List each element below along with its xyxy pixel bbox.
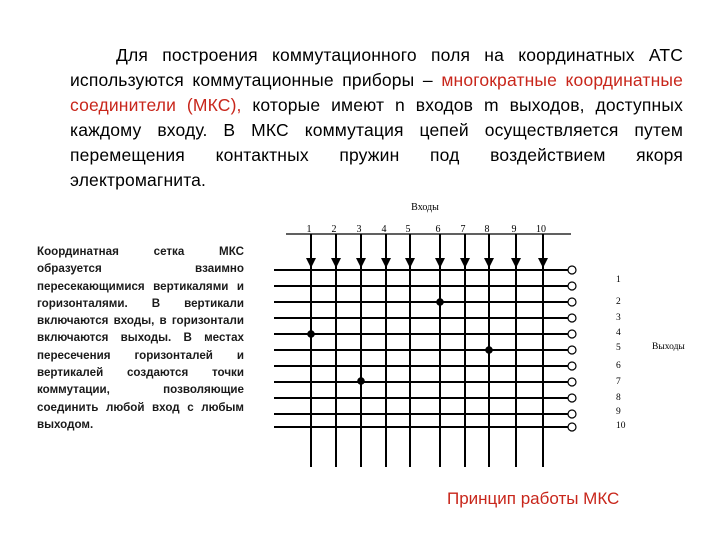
- input-arrow-9: [511, 258, 521, 268]
- input-arrow-3: [356, 258, 366, 268]
- input-arrow-2: [331, 258, 341, 268]
- output-label-6: 6: [616, 361, 621, 371]
- crosspoint-6-2: [436, 298, 444, 306]
- input-arrow-4: [381, 258, 391, 268]
- input-label-9: 9: [511, 224, 517, 235]
- input-arrow-8: [484, 258, 494, 268]
- output-terminal: [568, 394, 576, 402]
- output-terminal: [568, 282, 576, 290]
- output-terminal: [568, 330, 576, 338]
- input-arrow-1: [306, 258, 316, 268]
- output-terminal: [568, 314, 576, 322]
- input-label-4: 4: [381, 224, 387, 235]
- output-label-9: 9: [616, 407, 621, 417]
- input-label-7: 7: [460, 224, 466, 235]
- input-label-8: 8: [484, 224, 490, 235]
- input-labels: [307, 224, 547, 235]
- input-label-3: 3: [356, 224, 362, 235]
- input-label-10: 10: [536, 224, 546, 235]
- output-terminal: [568, 423, 576, 431]
- output-label-2: 2: [616, 297, 621, 307]
- intro-text-start: Для построения коммутационного поля на координатных АТС используются коммутационные приборы –: [70, 45, 683, 90]
- output-label-3: 3: [616, 313, 621, 323]
- input-arrow-7: [460, 258, 470, 268]
- output-terminal: [568, 410, 576, 418]
- output-terminal: [568, 378, 576, 386]
- inputs-title: Входы: [411, 202, 439, 213]
- crosspoint-1-4: [307, 330, 315, 338]
- output-horizontals: [274, 266, 576, 431]
- crosspoint-8-5: [485, 346, 493, 354]
- grid-description: Координатная сетка МКС образуется взаимно пересекающимися вертикалями и горизонталями. В вертикали включаются входы, в горизонтали включаются выходы. В местах пересечения горизонталей и вертикалей создаются точки коммутации, позволяющие соединить любой вход с любым выходом.: [37, 245, 244, 431]
- output-label-1: 1: [616, 275, 621, 285]
- diagram-caption: Принцип работы МКС: [447, 489, 620, 508]
- input-label-2: 2: [331, 224, 337, 235]
- output-terminal: [568, 266, 576, 274]
- output-label-7: 7: [616, 377, 621, 387]
- intro-text-end: которые имеют n входов m выходов, доступных каждому входу. В МКС коммутация цепей осуществляется путем перемещения контактных пружин под воздействием якоря электромагнита.: [70, 95, 684, 190]
- input-label-5: 5: [405, 224, 411, 235]
- intro-highlight-mks: многократные координатные соединители (МКС),: [70, 70, 683, 115]
- crosspoint-3-7: [357, 377, 365, 385]
- outputs-title: Выходы: [652, 342, 685, 352]
- output-label-4: 4: [616, 328, 621, 338]
- input-arrow-6: [435, 258, 445, 268]
- input-label-1: 1: [306, 224, 312, 235]
- output-label-8: 8: [616, 393, 621, 403]
- output-terminal: [568, 298, 576, 306]
- input-arrow-5: [405, 258, 415, 268]
- output-label-10: 10: [616, 421, 626, 431]
- output-label-5: 5: [616, 343, 621, 353]
- input-label-6: 6: [435, 224, 441, 235]
- input-arrow-10: [538, 258, 548, 268]
- output-terminal: [568, 346, 576, 354]
- output-labels: [616, 275, 626, 431]
- output-terminal: [568, 362, 576, 370]
